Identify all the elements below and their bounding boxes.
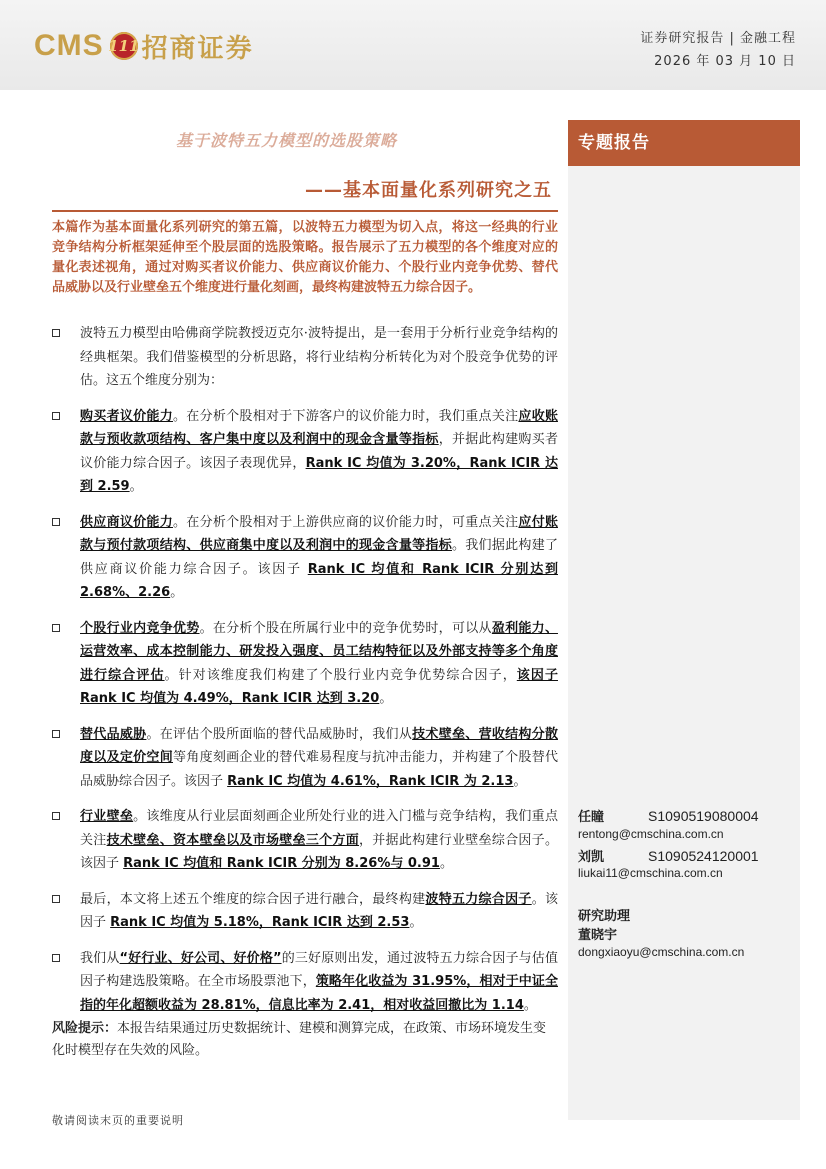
bullet-box-icon (52, 895, 60, 903)
bullet-box-icon (52, 812, 60, 820)
bullet-box-icon (52, 329, 60, 337)
abstract: 本篇作为基本面量化系列研究的第五篇，以波特五力模型为切入点，将这一经典的行业竞争结构分析框架延伸至个股层面的选股策略。报告展示了五力模型的各个维度对应的量化表述视角，通过对购买者议价能力、供应商议价能力、个股行业内竞争优势、替代品威胁以及行业壁垒五个维度进行量化刻画，最终构建波特五力综合因子。 (52, 220, 558, 295)
bullet-list (52, 322, 558, 1017)
footer-notice: 敬请阅读末页的重要说明 (52, 1114, 184, 1127)
analyst-2-email[interactable]: liukai11@cmschina.com.cn (578, 866, 723, 880)
risk-warning (52, 1018, 558, 1062)
analyst-1-email[interactable]: rentong@cmschina.com.cn (578, 827, 724, 841)
bullet-barriers: 行业壁垒。该维度从行业层面刻画企业所处行业的进入门槛与竞争结构，我们重点关注技术壁垒、资本壁垒以及市场壁垒三个方面，并据此构建行业壁垒综合因子。该因子 Rank IC 均值和 Rank ICIR 分别为 8.26%与 0.91。 (52, 805, 558, 876)
bullet-composite: 最后，本文将上述五个维度的综合因子进行融合，最终构建波特五力综合因子。该因子 Rank IC 均值为 5.18%，Rank ICIR 达到 2.53。 (52, 888, 558, 935)
report-tag: 专题报告 (568, 120, 800, 166)
company-logo (34, 26, 254, 66)
bullet-box-icon (52, 624, 60, 632)
bullet-box-icon (52, 954, 60, 962)
bullet-supplier-power: 供应商议价能力。在分析个股相对于上游供应商的议价能力时，可重点关注应付账款与预付款项结构、供应商集中度以及利润中的现金含量等指标。我们据此构建了供应商议价能力综合因子。该因子 Rank IC 均值和 Rank ICIR 分别达到 2.68%、2.26。 (52, 511, 558, 605)
report-date: 2026 年 03 月 10 日 (654, 54, 796, 69)
bullet-buyer-power: 购买者议价能力。在分析个股相对于下游客户的议价能力时，我们重点关注应收账款与预收款项结构、客户集中度以及利润中的现金含量等指标，并据此构建购买者议价能力综合因子。该因子表现优异，Rank IC 均值为 3.20%，Rank ICIR 达到 2.59。 (52, 405, 558, 499)
bullet-intro: 波特五力模型由哈佛商学院教授迈克尔·波特提出，是一套用于分析行业竞争结构的经典框架。我们借鉴模型的分析思路，将行业结构分析转化为对个股竞争优势的评估。这五个维度分别为： (52, 322, 558, 393)
page-title: 基于波特五力模型的选股策略 (176, 131, 398, 150)
risk-text: 本报告结果通过历史数据统计、建模和测算完成，在政策、市场环境发生变化时模型存在失效的风险。 (52, 1021, 547, 1058)
bullet-substitutes: 替代品威胁。在评估个股所面临的替代品威胁时，我们从技术壁垒、营收结构分散度以及定价空间等角度刻画企业的替代难易程度与抗冲击能力，并构建了个股替代品威胁综合因子。该因子 Rank IC 均值为 4.61%，Rank ICIR 为 2.13。 (52, 723, 558, 794)
bullet-box-icon (52, 412, 60, 420)
assistant-role: 研究助理 (578, 909, 631, 924)
sidebar-panel (568, 120, 800, 1120)
title-divider (52, 210, 558, 212)
risk-label: 风险提示： (52, 1021, 118, 1036)
bullet-strategy: 我们从“好行业、好公司、好价格”的三好原则出发，通过波特五力综合因子与估值因子构建选股策略。在全市场股票池下，策略年化收益为 31.95%，相对于中证全指的年化超额收益为 28.81%，信息比率为 2.41，相对收益回撤比为 1.14。 (52, 947, 558, 1018)
assistant-email[interactable]: dongxiaoyu@cmschina.com.cn (578, 945, 745, 959)
bullet-box-icon (52, 730, 60, 738)
logo-badge-icon: 111 (110, 32, 138, 60)
logo-chinese-name: 招商证券 (141, 33, 254, 64)
bullet-competition: 个股行业内竞争优势。在分析个股在所属行业中的竞争优势时，可以从盈利能力、运营效率、成本控制能力、研发投入强度、员工结构特征以及外部支持等多个角度进行综合评估。针对该维度我们构建了个股行业内竞争优势综合因子，该因子 Rank IC 均值为 4.49%，Rank ICIR 达到 3.20。 (52, 617, 558, 711)
bullet-box-icon (52, 518, 60, 526)
report-category: 证券研究报告 | 金融工程 (640, 31, 796, 46)
page-subtitle: ——基本面量化系列研究之五 (305, 180, 552, 201)
assistant-name: 董晓宇 (578, 928, 618, 943)
analyst-2: 刘凯 S1090524120001 (578, 848, 759, 865)
analyst-1: 任瞳 S1090519080004 (578, 808, 759, 825)
logo-text: CMS (34, 29, 104, 62)
